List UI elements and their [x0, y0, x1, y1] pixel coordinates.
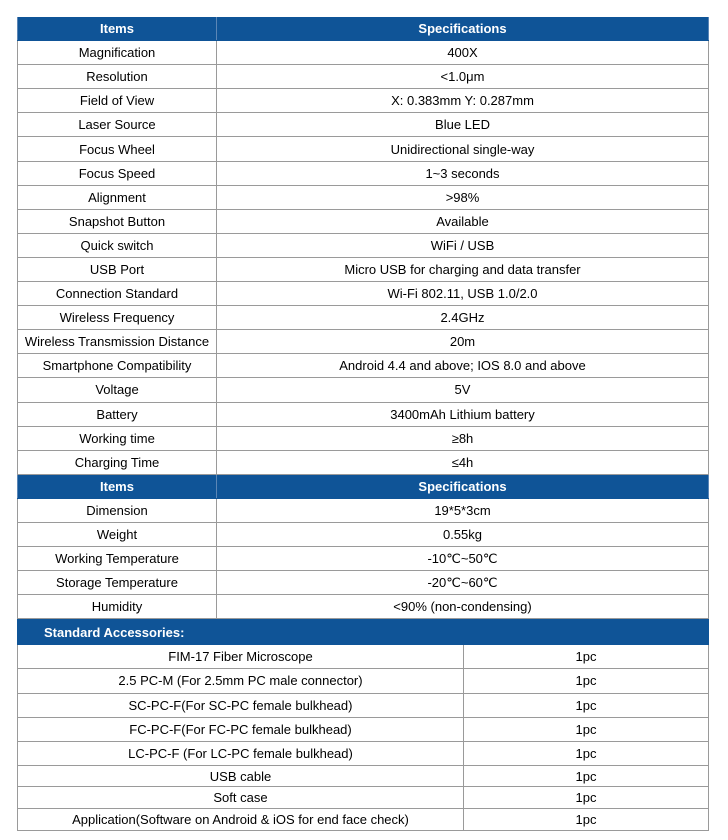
row-label: Storage Temperature — [17, 571, 217, 594]
row-value: ≤4h — [217, 451, 709, 474]
row-label: Alignment — [17, 186, 217, 209]
table-row — [17, 766, 709, 788]
table-row — [17, 234, 709, 258]
row-label: LC-PC-F (For LC-PC female bulkhead) — [17, 742, 464, 765]
row-label: Working time — [17, 427, 217, 450]
row-value: 0.55kg — [217, 523, 709, 546]
row-label: USB Port — [17, 258, 217, 281]
table-row — [17, 787, 709, 809]
table-row — [17, 330, 709, 354]
row-value: 1pc — [464, 669, 709, 692]
table-row — [17, 306, 709, 330]
table-row — [17, 258, 709, 282]
row-label: 2.5 PC-M (For 2.5mm PC male connector) — [17, 669, 464, 692]
row-label: Snapshot Button — [17, 210, 217, 233]
row-value: 400X — [217, 41, 709, 64]
row-label: Magnification — [17, 41, 217, 64]
table-row — [17, 523, 709, 547]
table-row — [17, 354, 709, 378]
row-label: Connection Standard — [17, 282, 217, 305]
spec-rows — [17, 41, 709, 475]
row-label: SC-PC-F(For SC-PC female bulkhead) — [17, 694, 464, 717]
table-row — [17, 378, 709, 402]
row-label: Humidity — [17, 595, 217, 618]
row-label: Working Temperature — [17, 547, 217, 570]
row-label: Smartphone Compatibility — [17, 354, 217, 377]
table-row — [17, 571, 709, 595]
table-row — [17, 210, 709, 234]
row-label: FIM-17 Fiber Microscope — [17, 645, 464, 668]
table-row — [17, 595, 709, 619]
row-label: Weight — [17, 523, 217, 546]
row-label: Focus Speed — [17, 162, 217, 185]
row-value: 3400mAh Lithium battery — [217, 403, 709, 426]
table-row — [17, 282, 709, 306]
row-value: >98% — [217, 186, 709, 209]
table-row — [17, 718, 709, 742]
header-items: Items — [17, 17, 217, 40]
row-label: Soft case — [17, 787, 464, 808]
row-value: -10℃~50℃ — [217, 547, 709, 570]
row-value: <90% (non-condensing) — [217, 595, 709, 618]
row-value: 5V — [217, 378, 709, 401]
accessory-rows — [17, 645, 709, 830]
row-label: Battery — [17, 403, 217, 426]
table-row — [17, 186, 709, 210]
row-value: 1pc — [464, 718, 709, 741]
row-value: 19*5*3cm — [217, 499, 709, 522]
row-value: 1pc — [464, 787, 709, 808]
table-row — [17, 669, 709, 693]
row-label: Laser Source — [17, 113, 217, 136]
row-label: Application(Software on Android & iOS for end face check) — [17, 809, 464, 830]
table-row — [17, 809, 709, 831]
row-value: Wi-Fi 802.11, USB 1.0/2.0 — [217, 282, 709, 305]
table-row — [17, 451, 709, 475]
row-label: FC-PC-F(For FC-PC female bulkhead) — [17, 718, 464, 741]
table-row — [17, 89, 709, 113]
table-row — [17, 694, 709, 718]
row-value: Android 4.4 and above; IOS 8.0 and above — [217, 354, 709, 377]
row-value: 1pc — [464, 694, 709, 717]
table-row — [17, 65, 709, 89]
physical-rows — [17, 499, 709, 619]
spec-table — [17, 17, 709, 831]
row-value: -20℃~60℃ — [217, 571, 709, 594]
row-value: Unidirectional single-way — [217, 137, 709, 160]
row-value: 1pc — [464, 809, 709, 830]
row-value: ≥8h — [217, 427, 709, 450]
row-value: Blue LED — [217, 113, 709, 136]
table-row — [17, 499, 709, 523]
row-label: Quick switch — [17, 234, 217, 257]
header-specifications: Specifications — [217, 475, 709, 498]
row-value: 1pc — [464, 645, 709, 668]
table-row — [17, 547, 709, 571]
row-value: <1.0μm — [217, 65, 709, 88]
table-row — [17, 162, 709, 186]
table-row — [17, 427, 709, 451]
row-value: 20m — [217, 330, 709, 353]
table-row — [17, 113, 709, 137]
row-label: Charging Time — [17, 451, 217, 474]
header-specifications: Specifications — [217, 17, 709, 40]
row-value: 2.4GHz — [217, 306, 709, 329]
header-items: Items — [17, 475, 217, 498]
accessories-title: Standard Accessories: — [17, 619, 709, 645]
row-label: Resolution — [17, 65, 217, 88]
row-value: WiFi / USB — [217, 234, 709, 257]
table-row — [17, 742, 709, 766]
row-value: X: 0.383mm Y: 0.287mm — [217, 89, 709, 112]
table-row — [17, 645, 709, 669]
table-row — [17, 137, 709, 161]
row-label: USB cable — [17, 766, 464, 787]
row-value: 1pc — [464, 742, 709, 765]
physical-table-header — [17, 475, 709, 499]
row-label: Focus Wheel — [17, 137, 217, 160]
row-value: 1~3 seconds — [217, 162, 709, 185]
table-row — [17, 403, 709, 427]
spec-table-header — [17, 17, 709, 41]
row-value: 1pc — [464, 766, 709, 787]
row-value: Micro USB for charging and data transfer — [217, 258, 709, 281]
row-label: Wireless Transmission Distance — [17, 330, 217, 353]
row-label: Voltage — [17, 378, 217, 401]
table-row — [17, 41, 709, 65]
row-label: Wireless Frequency — [17, 306, 217, 329]
row-label: Field of View — [17, 89, 217, 112]
row-value: Available — [217, 210, 709, 233]
row-label: Dimension — [17, 499, 217, 522]
